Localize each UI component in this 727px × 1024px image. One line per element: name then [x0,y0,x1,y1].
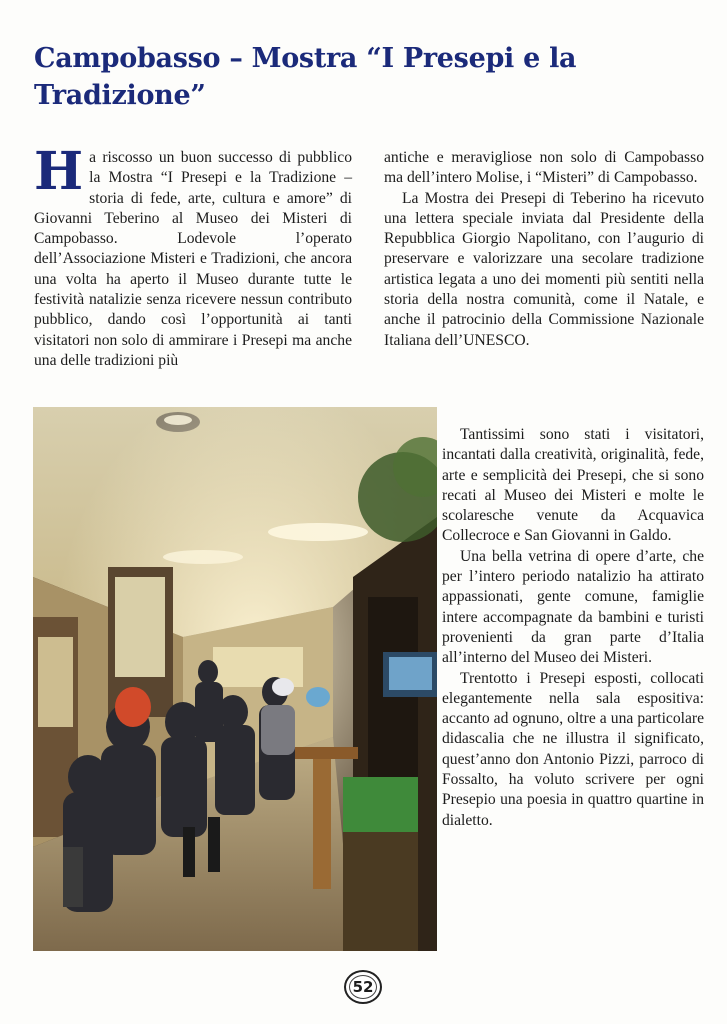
intro-paragraph [34,141,352,371]
paragraph: antiche e meravigliose non solo di Campobasso ma dell’intero Molise, i “Misteri” di Campobasso. [384,149,704,187]
left-column [34,141,352,371]
paragraph: Trentotto i Presepi esposti, collocati elegantemente nella sala espositiva: accanto ad ognuno, oltre a una particolare didascalia che ne illustra il significato, quest’anno don Antonio Pizzi, parroco di Fossalto, ha voluto scrivere per ogni Presepio una poesia in quattro quartine in dialetto. [442,669,704,829]
page-number: 52 [352,978,374,996]
paragraph: La Mostra dei Presepi di Teberino ha ricevuto una lettera speciale inviata dal Presidente della Repubblica Giorgio Napolitano, con l’augurio di preservare e valorizzare una secolare tradizione artistica legata a uno dei momenti più sentiti nella storia della nostra comunità, come il Natale, e anche il patrocinio della Commissione Nazionale Italiana dell’UNESCO. [384,189,704,349]
page-number-badge [344,970,382,1004]
paragraph: Tantissimi sono stati i visitatori, incantati dalla creatività, originalità, fede, arte e semplicità dei Presepi, che si sono recati al Museo dei Misteri e molte le scolaresche venute da Acquavica Collecroce e San Giovanni in Galdo. [442,426,704,545]
article-title: Campobasso – Mostra “I Presepi e la Tradizione” [34,43,577,111]
paragraph: Una bella vetrina di opere d’arte, che per l’intero periodo natalizio ha attirato appassionati, gente comune, famiglie intere accompagnate da bambini e turisti provenienti da gran parte d’Italia all’interno del Museo dei Misteri. [442,547,704,667]
right-column-top [384,148,704,351]
drop-cap: H [34,141,84,202]
museum-photo [33,407,437,951]
intro-text: a riscosso un buon successo di pubblico la Mostra “I Presepi e la Tradizione – storia di fede, arte, cultura e amore” di Giovanni Teberino al Museo dei Misteri di Campobasso. Lodevole l’operato dell’Associazione Misteri e Tradizioni, che ancora una volta ha aperto il Museo durante tutte le festività natalizie senza ricevere nessun contributo pubblico, dando così l’opportunità ai tanti visitatori non solo di ammirare i Presepi ma anche una delle tradizioni più [34,149,352,369]
right-column-bottom [442,425,704,831]
